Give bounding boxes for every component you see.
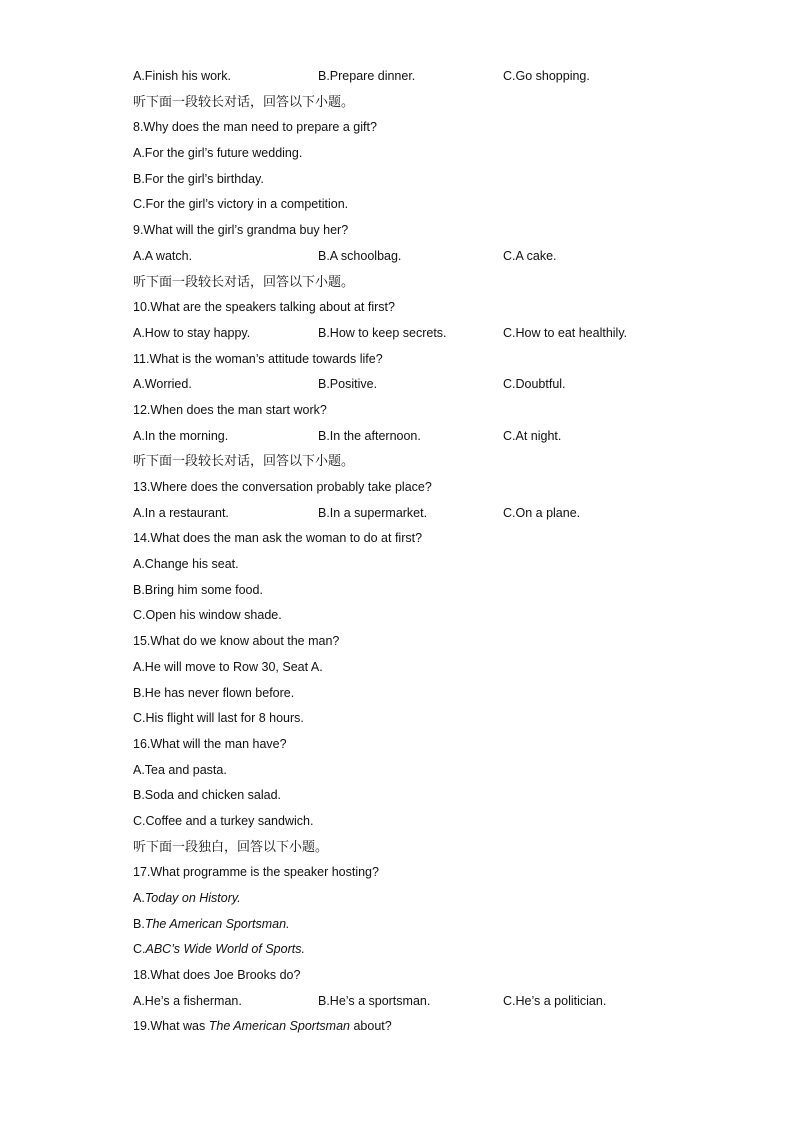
- option-c: C.He’s a politician.: [503, 993, 607, 1008]
- option-15b: B.He has never flown before.: [133, 685, 295, 700]
- option-a: A.Finish his work.: [133, 69, 231, 83]
- option-b: B.Prepare dinner.: [318, 69, 416, 83]
- option-a: A.In the morning.: [133, 428, 229, 443]
- option-c: C.Doubtful.: [503, 377, 566, 392]
- question-15: 15.What do we know about the man?: [133, 634, 340, 649]
- option-a: A.He’s a fisherman.: [133, 993, 242, 1008]
- question-12: 12.When does the man start work?: [133, 402, 327, 417]
- option-14b: B.Bring him some food.: [133, 582, 263, 597]
- option-b: B.He’s a sportsman.: [318, 993, 431, 1008]
- question-13: 13.Where does the conversation probably take place?: [133, 480, 432, 494]
- question-16: 16.What will the man have?: [133, 736, 287, 751]
- option-8b: B.For the girl’s birthday.: [133, 171, 264, 186]
- option-8c: C.For the girl’s victory in a competition.: [133, 197, 349, 212]
- option-16c: C.Coffee and a turkey sandwich.: [133, 813, 314, 828]
- option-14a: A.Change his seat.: [133, 557, 239, 572]
- section-instruction: 听下面一段独白，回答以下小题。: [133, 839, 329, 855]
- option-8a: A.For the girl’s future wedding.: [133, 146, 303, 161]
- options-row-q7: [133, 64, 733, 90]
- options-row-q11: [133, 372, 733, 398]
- option-17c: C.ABC’s Wide World of Sports.: [133, 942, 305, 957]
- options-row-q10: [133, 321, 733, 347]
- option-a: A.In a restaurant.: [133, 505, 229, 520]
- option-c: C.How to eat healthily.: [503, 325, 628, 340]
- options-row-q9: [133, 244, 733, 270]
- question-17: 17.What programme is the speaker hosting?: [133, 865, 379, 880]
- option-15a: A.He will move to Row 30, Seat A.: [133, 659, 323, 674]
- option-a: A.Worried.: [133, 377, 192, 392]
- option-c: C.A cake.: [503, 248, 557, 263]
- option-16a: A.Tea and pasta.: [133, 762, 227, 777]
- option-b: B.How to keep secrets.: [318, 325, 447, 340]
- document-page: [133, 64, 733, 1040]
- option-a: A.A watch.: [133, 248, 193, 263]
- option-14c: C.Open his window shade.: [133, 608, 282, 623]
- options-row-q13: [133, 501, 733, 527]
- options-row-q12: [133, 424, 733, 450]
- question-8: 8.Why does the man need to prepare a gift?: [133, 120, 377, 135]
- option-a: A.How to stay happy.: [133, 325, 251, 340]
- question-10: 10.What are the speakers talking about at first?: [133, 300, 395, 315]
- section-instruction: 听下面一段较长对话，回答以下小题。: [133, 454, 355, 470]
- option-17b: B.The American Sportsman.: [133, 916, 290, 931]
- option-b: B.Positive.: [318, 377, 378, 392]
- section-instruction: 听下面一段较长对话，回答以下小题。: [133, 274, 355, 290]
- option-c: C.At night.: [503, 428, 562, 443]
- section-instruction: 听下面一段较长对话，回答以下小题。: [133, 94, 355, 110]
- question-14: 14.What does the man ask the woman to do at first?: [133, 531, 423, 546]
- option-c: C.On a plane.: [503, 505, 581, 520]
- option-16b: B.Soda and chicken salad.: [133, 788, 282, 803]
- option-15c: C.His flight will last for 8 hours.: [133, 711, 304, 726]
- question-19: 19.What was The American Sportsman about?: [133, 1019, 392, 1034]
- option-17a: A.Today on History.: [133, 891, 241, 905]
- options-row-q18: [133, 989, 733, 1015]
- option-b: B.In the afternoon.: [318, 428, 421, 443]
- question-9: 9.What will the girl’s grandma buy her?: [133, 223, 349, 238]
- option-b: B.In a supermarket.: [318, 505, 428, 520]
- option-b: B.A schoolbag.: [318, 248, 402, 263]
- option-c: C.Go shopping.: [503, 69, 590, 83]
- question-11: 11.What is the woman’s attitude towards life?: [133, 351, 383, 366]
- question-18: 18.What does Joe Brooks do?: [133, 968, 301, 983]
